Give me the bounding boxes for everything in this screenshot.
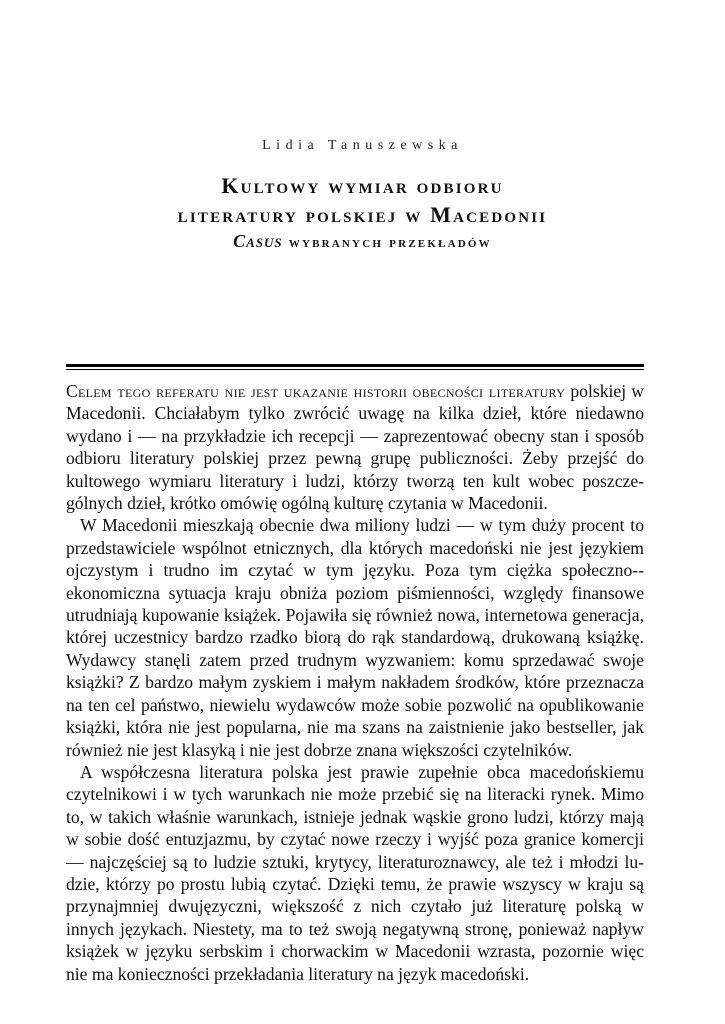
header-rule-thin: [66, 369, 644, 370]
subtitle-rest: wybranych przekładów: [288, 234, 492, 251]
header-rule-thick: [66, 364, 644, 367]
paragraph-3: A współczesna literatura polska jest prawie zupełnie obca macedońskiemu czytelnikowi i w tych warunkach nie może przebić się na literacki rynek. Mimo to, w takich właśnie warunkach, istnieje jednak wąskie grono ludzi, którzy mają w sobie dość entuzjazmu, by czytać nowe rzeczy i wyjść poza granice komercji — najczęściej są to ludzie sztuki, krytycy, literaturoznawcy, ale też i młodzi ludzie, którzy po prostu lubią czytać. Dzięki temu, że prawie wszyscy w kraju są przynajmniej dwujęzyczni, większość z nich czytało już literaturę polską w innych językach. Niestety, ma to też swoją negatywną stronę, ponieważ napływ książek w języku serbskim i chorwackim w Macedonii wzrasta, pozornie więc nie ma konieczności przekładania literatury na język macedoński.: [66, 761, 644, 984]
paragraph-2: W Macedonii mieszkają obecnie dwa miliony ludzi — w tym duży procent to przedstawiciele wspólnot etnicznych, dla których macedoński nie jest językiem ojczystym i trudno im czytać w tym języku. Poza tym ciężka społeczno-ekonomiczna sytuacja kraju obniża poziom piśmienności, względy finansowe utrudniają kupowanie książek. Pojawiła się również nowa, internetowa generacja, której uczestnicy bardzo rzadko biorą do rąk standardową, drukowaną książkę. Wydawcy stanęli zatem przed trudnym wyzwaniem: komu sprzedawać swoje książki? Z bardzo małym zyskiem i małym nakładem środków, które przeznacza na ten cel państwo, niewielu wydawców może sobie pozwolić na opublikowanie książki, która nie jest popularna, nie ma szans na zaistnienie jako bestseller, jak również nie jest klasyką i nie jest dobrze znana większości czytelników.: [66, 515, 644, 760]
paragraph-1-lead: Celem tego referatu nie jest ukazanie historii obecności literatury: [66, 381, 566, 401]
body-text: [66, 380, 644, 985]
subtitle: [0, 231, 725, 252]
author-name: Lidia Tanuszewska: [262, 138, 463, 153]
subtitle-casus: Casus: [233, 231, 283, 251]
paragraph-1-rest: polskiej w Macedonii. Chciałabym tylko zwrócić uwagę na kilka dzieł, które niedawno wydano i — na przykładzie ich recepcji — zaprezentować obecny stan i sposób odbioru literatury polskiej przez pewną grupę publiczności. Żeby przejść do kultowego wymiaru literatury i ludzi, którzy tworzą ten kult wobec poszczególnych dzieł, krótko omówię ogólną kulturę czytania w Macedonii.: [66, 381, 644, 514]
title-line-2: literatury polskiej w Macedonii: [177, 202, 548, 227]
paragraph-1: [66, 380, 644, 514]
title-line-1: Kultowy wymiar odbioru: [221, 173, 504, 198]
